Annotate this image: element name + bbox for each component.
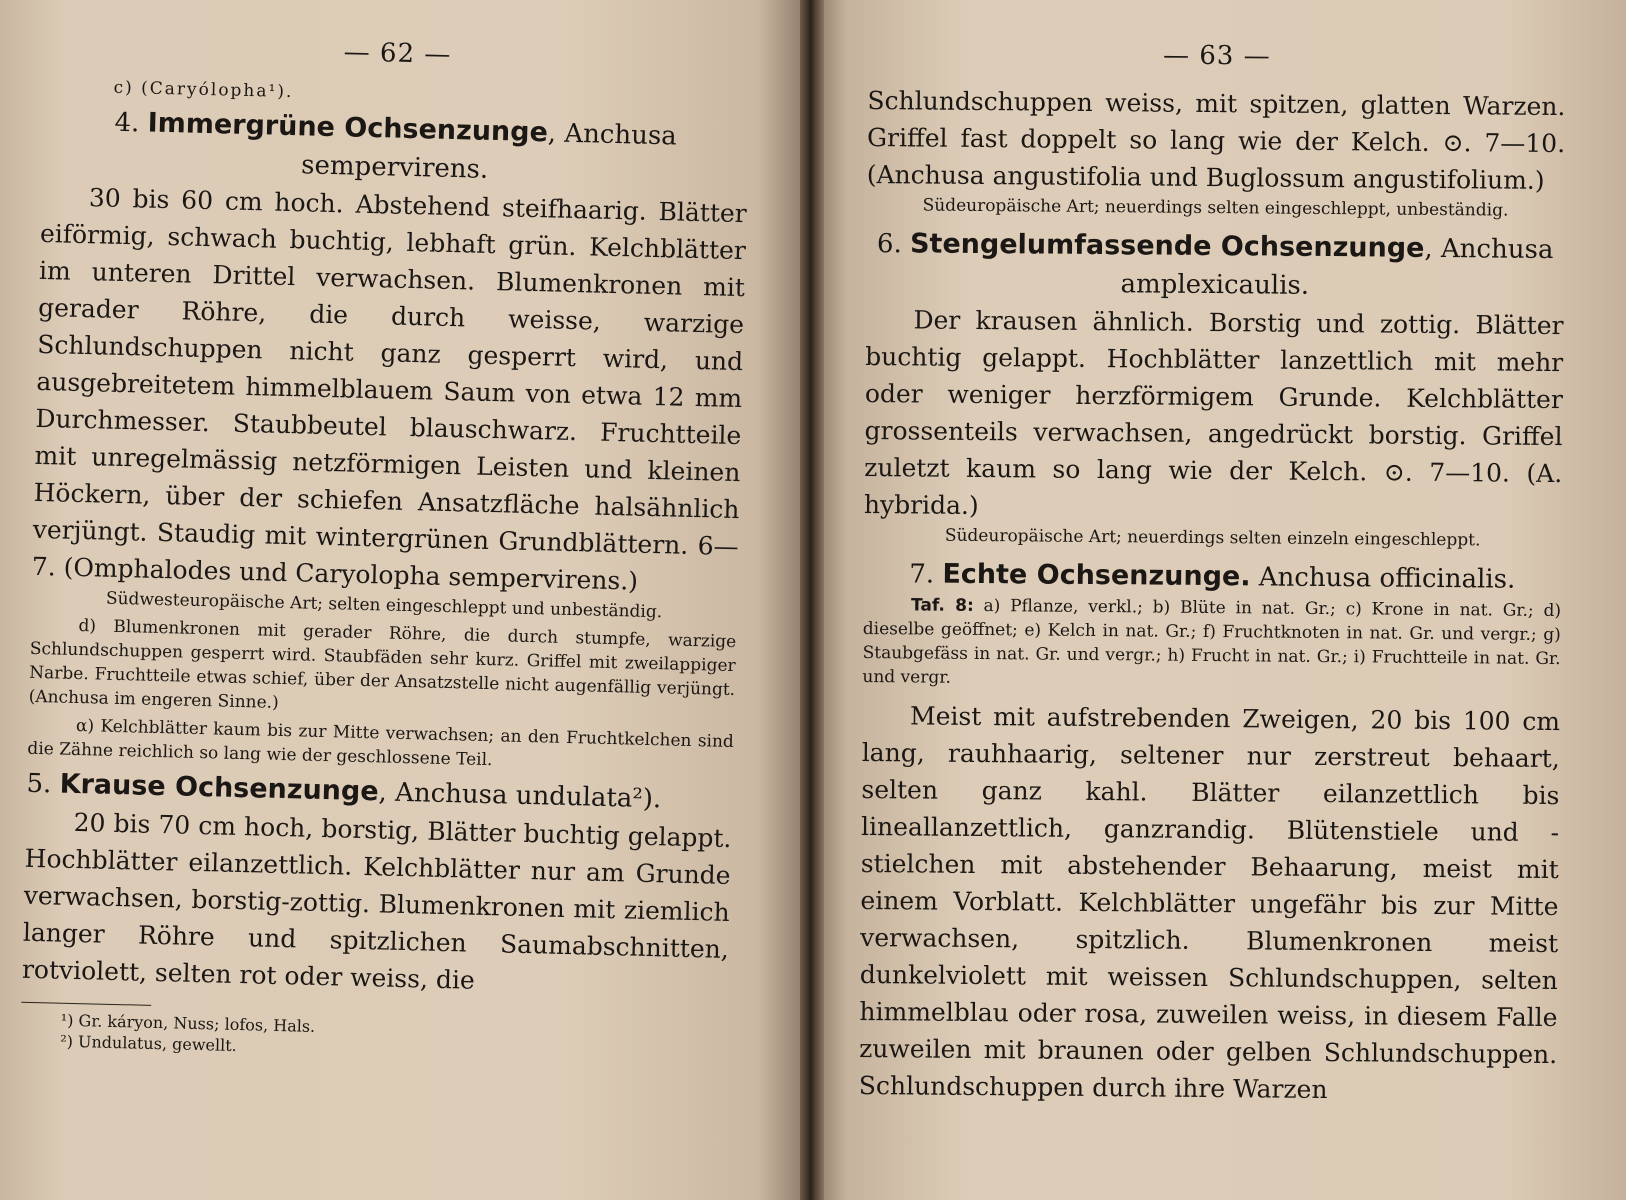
species-5-name: Krause Ochsenzunge (59, 768, 379, 808)
continued-description: Schlundschuppen weiss, mit spitzen, glatten Warzen. Griffel fast doppelt so lang wie der Kelch. ⊙. 7—10. (Anchusa angustifolia und Buglossum angustifolium.) (866, 85, 1566, 195)
right-page-content (859, 38, 1566, 1110)
footnote-1: ¹) Gr. káryon, Nuss; lofos, Hals. (60, 1010, 316, 1036)
species-5-description: 20 bis 70 cm hoch, borstig, Blätter buchtig gelappt. Hochblätter eilanzettlich. Kelchblätter nur am Grunde verwachsen, borstig-zottig. Blumenkronen mit ziemlich langer Röhre und spitzlichen Saumabschnitten, rotviolett, selten rot oder weiss, die (21, 807, 732, 995)
subgroup-heading: c) (Caryólopha¹). (113, 77, 294, 103)
species-6-number: 6. (876, 229, 902, 260)
group-d-key: d) Blumenkronen mit gerader Röhre, die durch stumpfe, warzige Schlundschuppen gesperrt wird. Staubfäden sehr kurz. Griffel mit zweilappiger Narbe. Fruchtteile etwas schief, über der Ansatzstelle nicht augenfällig verjüngt. (Anchusa im engeren Sinne.) (28, 615, 737, 713)
species-7-latin: Anchusa officinalis. (1250, 562, 1516, 595)
species-4-number: 4. (114, 107, 140, 139)
plate-label: Taf. 8: (910, 595, 974, 616)
continued-distribution: Südeuropäische Art; neuerdings selten eingeschleppt, unbeständig. (922, 195, 1509, 221)
species-5-latin: , Anchusa undulata²). (378, 777, 662, 815)
left-page-content (20, 30, 751, 1068)
page-number-right: — 63 — (1162, 40, 1271, 72)
species-4-distribution: Südwesteuropäische Art; selten eingeschleppt und unbeständig. (105, 588, 663, 623)
species-4-description: 30 bis 60 cm hoch. Abstehend steifhaarig. Blätter eiförmig, schwach buchtig, lebhaft grün. Kelchblätter im unteren Drittel verwachsen. Blumenkronen mit gerader Röhre, die durch weisse, warzige Schlundschuppen nicht ganz gesperrt wird, und ausgebreitetem himmelblauem Saum von etwa 12 mm Durchmesser. Staubbeutel blauschwarz. Fruchtteile mit unregelmässig netzförmigen Leisten und kleinen Höckern, über der schiefen Ansatzfläche halsähnlich verjüngt. Staudig mit wintergrünen Grundblättern. 6—7. (Omphalodes und Caryolopha sempervirens.) (31, 183, 748, 596)
species-6-heading (866, 225, 1565, 307)
plate-figures: a) Pflanze, verkl.; b) Blüte in nat. Gr.; c) Krone in nat. Gr.; d) dieselbe geöffnet; e) Kelch in nat. Gr.; f) Fruchtknoten in nat. Gr. und vergr.; g) Staubgefäss in nat. Gr. und vergr.; h) Frucht in nat. Gr.; i) Fruchtteile in nat. Gr. und vergr. (862, 595, 1562, 688)
species-7-name: Echte Ochsenzunge. (942, 558, 1251, 593)
right-page (806, 0, 1626, 1200)
species-4-name: Immergrüne Ochsenzunge (147, 107, 549, 149)
species-6-latin: , Anchusa amplexicaulis. (1120, 233, 1554, 301)
footnote-2: ²) Undulatus, gewellt. (60, 1031, 237, 1055)
species-7-description: Meist mit aufstrebenden Zweigen, 20 bis 100 cm lang, rauhhaarig, seltener nur zerstreut behaart, selten ganz kahl. Blätter eilanzettlich bis lineallanzettlich, ganzrandig. Blütenstiele und -stielchen mit abstehender Behaarung, meist mit einem Vorblatt. Kelchblätter ungefähr bis zur Mitte verwachsen, spitzlich. Blumenkronen meist dunkelviolett mit weissen Schlundschuppen, selten himmelblau oder rosa, zuweilen weiss, in diesem Falle zuweilen mit braunen oder gelben Schlundschuppen. Schlundschuppen durch ihre Warzen (858, 701, 1561, 1105)
species-6-name: Stengelumfassende Ochsenzunge (909, 228, 1425, 264)
group-alpha-key: α) Kelchblätter kaum bis zur Mitte verwachsen; an den Fruchtkelchen sind die Zähne reichlich so lang wie der geschlossene Teil. (27, 715, 735, 771)
left-page (0, 0, 806, 1200)
species-7-heading (863, 555, 1561, 599)
page-number-left: — 62 — (343, 37, 452, 70)
species-6-description: Der krausen ähnlich. Borstig und zottig. Blätter buchtig gelappt. Hochblätter lanzettlich mit mehr oder weniger herzförmigem Grunde. Kelchblätter grossenteils verwachsen, angedrückt borstig. Griffel zuletzt kaum so lang wie der Kelch. ⊙. 7—10. (A. hybrida.) (863, 305, 1564, 520)
footnote-rule (21, 1002, 151, 1006)
species-4-latin: , Anchusa sempervirens. (300, 118, 678, 185)
species-7-plate-reference (862, 593, 1561, 695)
species-5-number: 5. (26, 768, 52, 800)
book-gutter (800, 0, 824, 1200)
species-7-number: 7. (909, 559, 935, 590)
species-6-distribution: Südeuropäische Art; neuerdings selten einzeln eingeschleppt. (944, 525, 1481, 551)
